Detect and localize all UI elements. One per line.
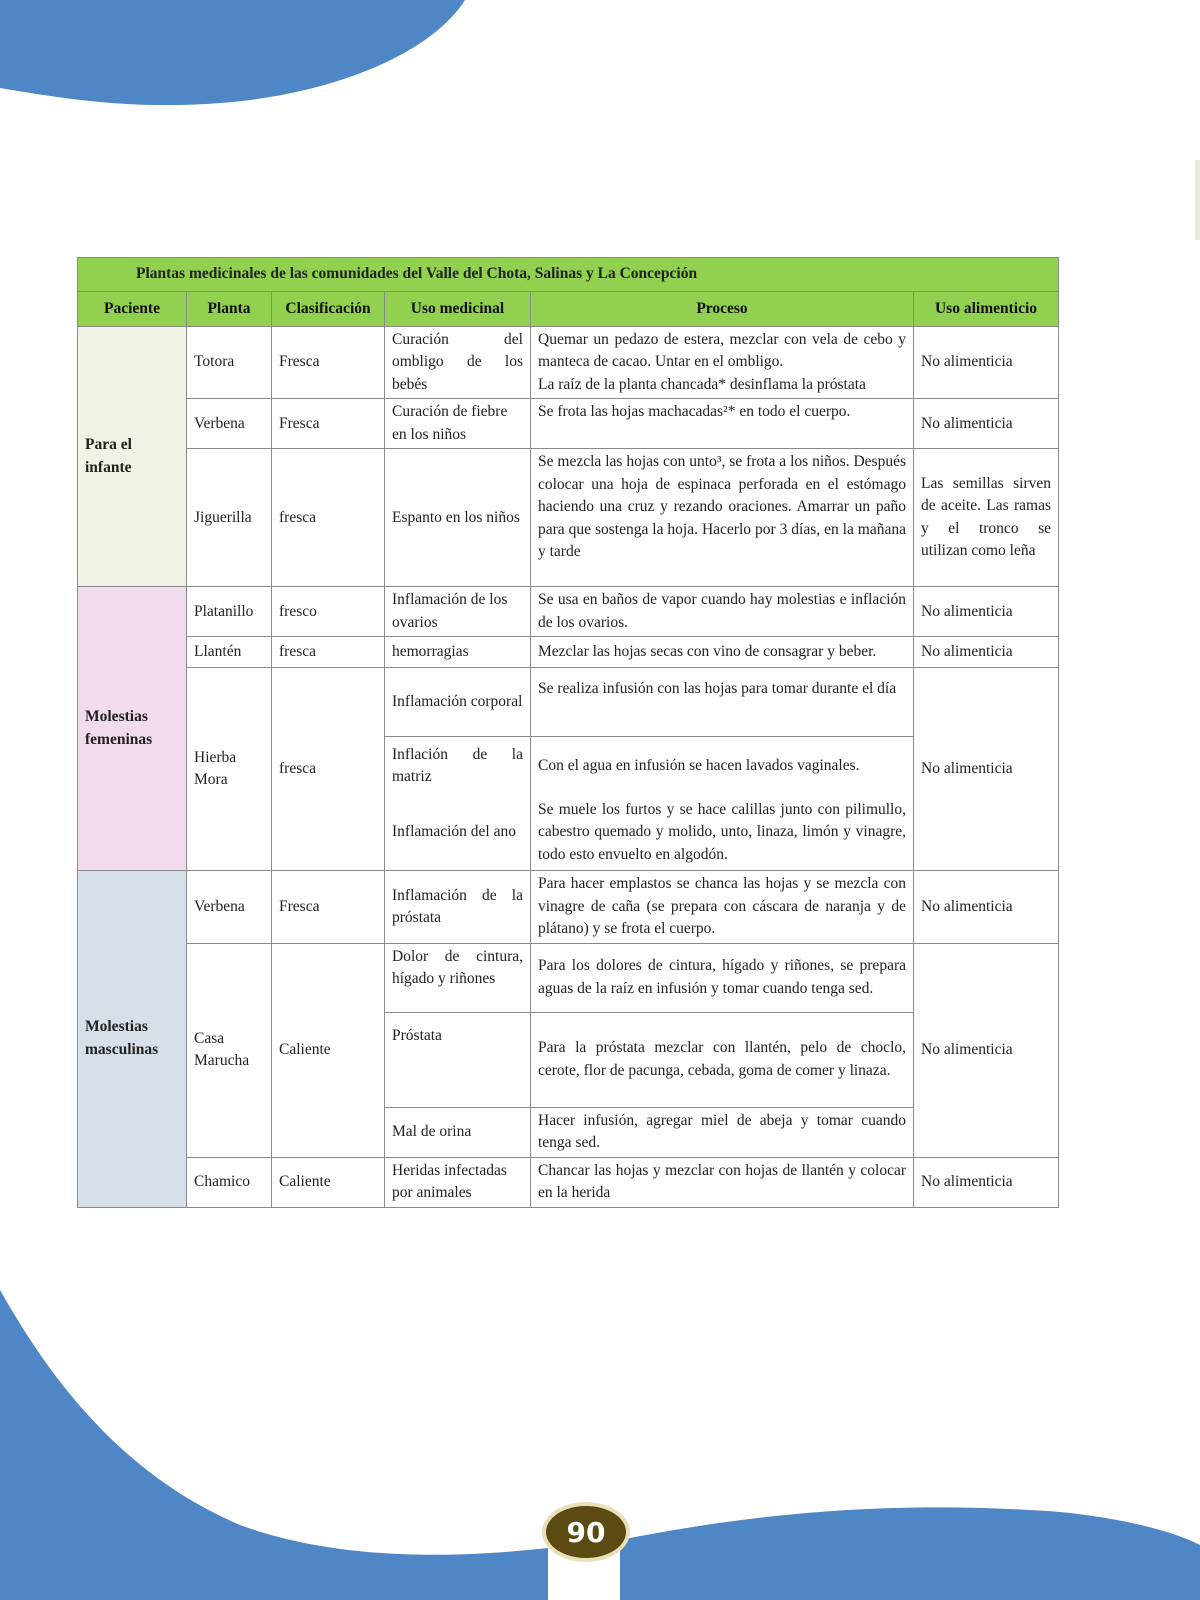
table-row [78,637,1059,668]
cell-proceso: Hacer infusión, agregar miel de abeja y tomar cuando tenga sed. [531,1107,914,1157]
cell-planta: Platanillo [187,587,272,637]
cell-clasificacion: Caliente [272,943,385,1157]
cell-proceso: Para hacer emplastos se chanca las hojas y se mezcla con vinagre de caña (se prepara con cáscara de naranja y de plátano) y se frota el cuerpo. [531,871,914,943]
cell-proceso: Para la próstata mezclar con llantén, pelo de choclo, cerote, flor de pacunga, cebada, goma de comer y linaza. [531,1012,914,1107]
table-row [78,943,1059,1012]
cell-uso: Inflamación de los ovarios [385,587,531,637]
cell-clasificacion: fresca [272,668,385,871]
table-title-row [78,258,1059,292]
table-row [78,449,1059,587]
table-row [78,668,1059,737]
cell-alimento: No alimenticia [914,668,1059,871]
cell-proceso: Se frota las hojas machacadas²* en todo el cuerpo. [531,399,914,449]
cell-planta: Totora [187,327,272,399]
cell-uso: Curación de fiebre en los niños [385,399,531,449]
cell-clasificacion: Fresca [272,327,385,399]
proceso-line: Quemar un pedazo de estera, mezclar con vela de cebo y manteca de cacao. Untar en el ombligo. [538,331,906,371]
cell-clasificacion: Caliente [272,1157,385,1207]
cell-planta: Jiguerilla [187,449,272,587]
proceso-line: La raíz de la planta chancada* desinflama la próstata [538,375,866,393]
cell-alimento: No alimenticia [914,943,1059,1157]
cell-planta: Verbena [187,871,272,943]
medicinal-plants-table [77,257,1059,1208]
group-infante: Para el infante [78,327,187,587]
header-uso-medicinal: Uso medicinal [385,292,531,327]
cell-planta: Casa Marucha [187,943,272,1157]
table-row [78,587,1059,637]
cell-planta: Llantén [187,637,272,668]
cell-uso: Inflación de la matriz [385,737,531,795]
header-uso-alimenticio: Uso alimenticio [914,292,1059,327]
cell-clasificacion: fresca [272,449,385,587]
plants-table-container [77,257,1058,1208]
cell-uso: Inflamación de la próstata [385,871,531,943]
group-femeninas: Molestias femeninas [78,587,187,871]
cell-alimento: No alimenticia [914,399,1059,449]
cell-uso: Inflamación corporal [385,668,531,737]
table-title: Plantas medicinales de las comunidades del Valle del Chota, Salinas y La Concepción [78,258,1059,292]
cell-planta: Chamico [187,1157,272,1207]
table-header-row [78,292,1059,327]
table-row [78,399,1059,449]
cell-clasificacion: Fresca [272,399,385,449]
cell-proceso [531,327,914,399]
cell-proceso: Para los dolores de cintura, hígado y riñones, se prepara aguas de la raíz en infusión y tomar cuando tenga sed. [531,943,914,1012]
cell-proceso: Se realiza infusión con las hojas para tomar durante el día [531,668,914,737]
cell-alimento: No alimenticia [914,1157,1059,1207]
page-number-badge: 90 [542,1502,630,1562]
cell-uso: Inflamación del ano [385,795,531,871]
cell-proceso: Con el agua en infusión se hacen lavados vaginales. [531,737,914,795]
cell-clasificacion: fresco [272,587,385,637]
cell-clasificacion: fresca [272,637,385,668]
cell-planta: Verbena [187,399,272,449]
cell-alimento: Las semillas sirven de aceite. Las ramas y el tronco se utilizan como leña [914,449,1059,587]
cell-uso: Dolor de cintura, hígado y riñones [385,943,531,1012]
table-row [78,871,1059,943]
table-row [78,1157,1059,1207]
group-masculinas: Molestias masculinas [78,871,187,1207]
cell-proceso: Se muele los furtos y se hace calillas junto con pilimullo, cabestro quemado y molido, unto, linaza, limón y vinagre, todo esto envuelto en algodón. [531,795,914,871]
cell-proceso: Se usa en baños de vapor cuando hay molestias e inflación de los ovarios. [531,587,914,637]
cell-uso: Espanto en los niños [385,449,531,587]
cell-proceso: Chancar las hojas y mezclar con hojas de llantén y colocar en la herida [531,1157,914,1207]
cell-proceso: Se mezcla las hojas con unto³, se frota a los niños. Después colocar una hoja de espinaca perforada en el estómago haciendo una cruz y rezando oraciones. Amarrar un paño para que sostenga la hoja. Hacerlo por 3 días, en la mañana y tarde [531,449,914,587]
cell-uso: Curación del ombligo de los bebés [385,327,531,399]
cell-proceso: Mezclar las hojas secas con vino de consagrar y beber. [531,637,914,668]
cell-alimento: No alimenticia [914,871,1059,943]
cell-alimento: No alimenticia [914,587,1059,637]
header-planta: Planta [187,292,272,327]
cell-uso: Heridas infectadas por animales [385,1157,531,1207]
cell-uso: Próstata [385,1012,531,1107]
table-row [78,327,1059,399]
cell-alimento: No alimenticia [914,327,1059,399]
cell-planta: Hierba Mora [187,668,272,871]
cell-uso: hemorragias [385,637,531,668]
cell-clasificacion: Fresca [272,871,385,943]
cell-alimento: No alimenticia [914,637,1059,668]
header-clasificacion: Clasificación [272,292,385,327]
header-proceso: Proceso [531,292,914,327]
header-paciente: Paciente [78,292,187,327]
cell-uso: Mal de orina [385,1107,531,1157]
